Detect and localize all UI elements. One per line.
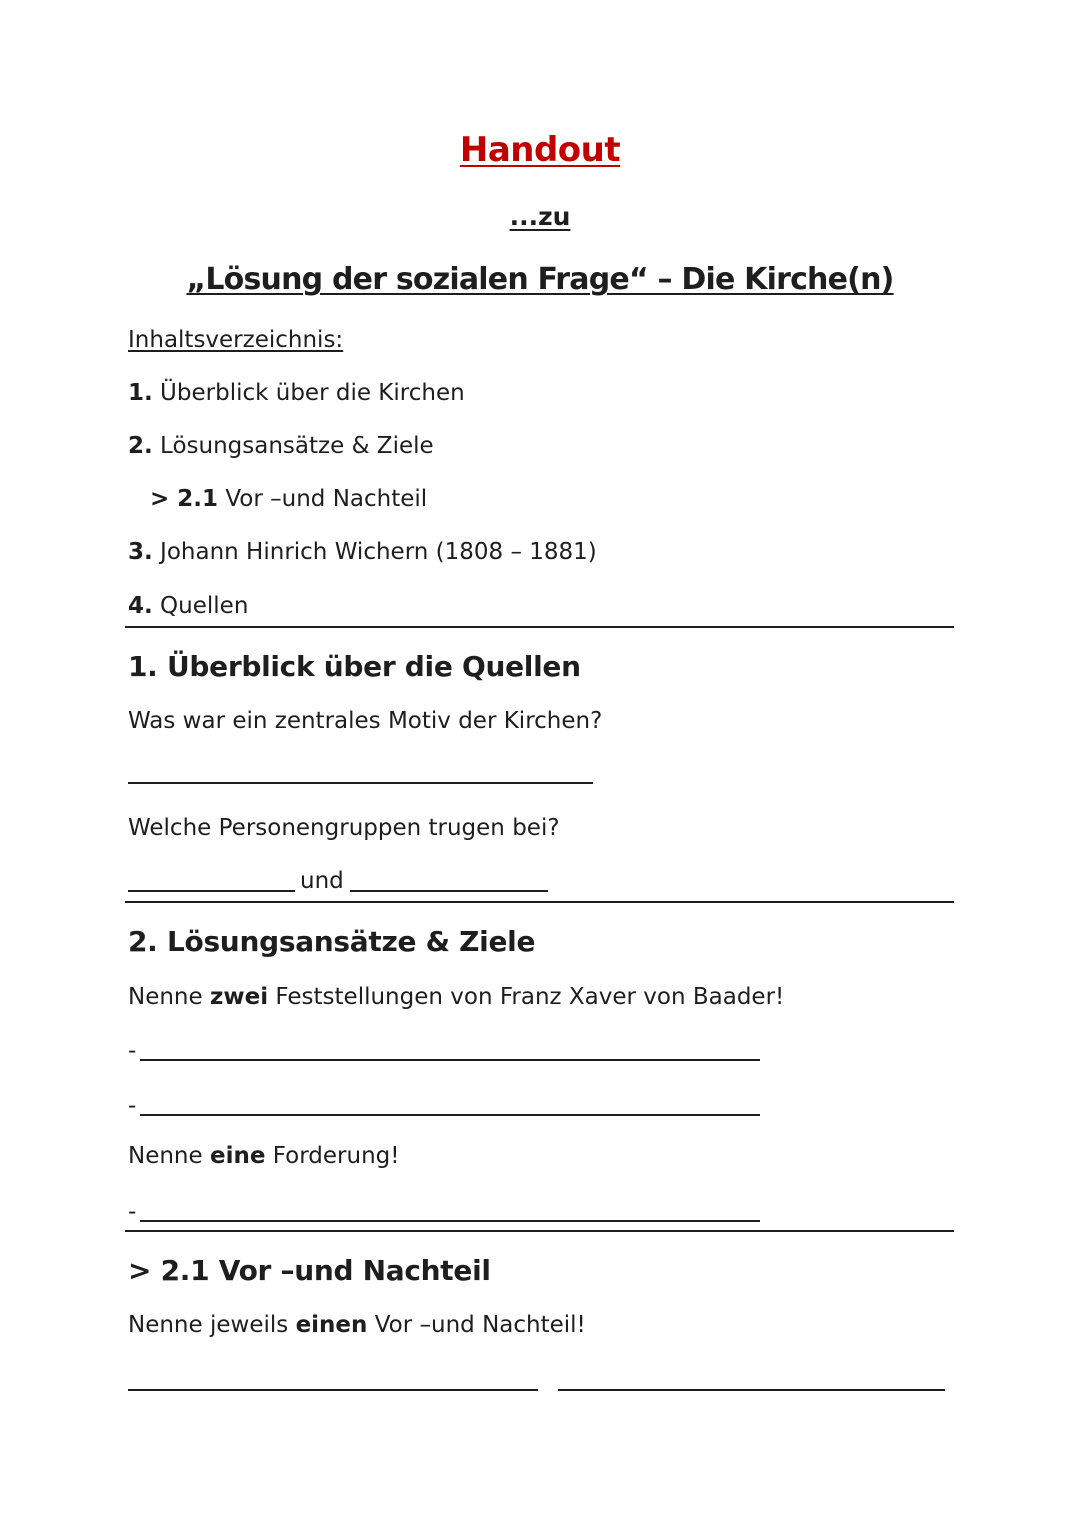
question-emphasis: eine: [209, 1143, 266, 1169]
section-divider: [125, 626, 954, 628]
title-connector: ...zu: [509, 202, 571, 231]
bullet-dash: -: [128, 1038, 137, 1064]
question-emphasis: einen: [295, 1312, 368, 1338]
bullet-dash: -: [128, 1093, 137, 1119]
toc-item-label: Lösungsansätze & Ziele: [152, 433, 434, 459]
answer-line[interactable]: [350, 890, 548, 892]
toc-item-2-1: [150, 486, 427, 512]
section-divider: [125, 1230, 954, 1232]
page-subtitle: „Lösung der sozialen Frage“ – Die Kirche(n): [186, 262, 894, 297]
toc-item-4: [128, 593, 248, 619]
section-1-question-1: Was war ein zentrales Motiv der Kirchen?: [128, 708, 603, 734]
toc-heading: Inhaltsverzeichnis:: [128, 327, 344, 353]
toc-item-label: Johann Hinrich Wichern (1808 – 1881): [152, 539, 597, 565]
question-text: Nenne: [128, 1143, 210, 1169]
answer-line[interactable]: [140, 1059, 760, 1061]
section-divider: [125, 901, 954, 903]
question-emphasis: zwei: [209, 984, 269, 1010]
answer-line[interactable]: [128, 782, 593, 784]
question-text: Nenne: [128, 984, 210, 1010]
question-text: Vor –und Nachteil!: [367, 1312, 586, 1338]
toc-item-2: [128, 433, 434, 459]
toc-item-number: 3.: [128, 539, 153, 565]
toc-item-number: 4.: [128, 593, 153, 619]
toc-item-1: [128, 380, 465, 406]
answer-line[interactable]: [140, 1220, 760, 1222]
answer-line-advantage[interactable]: [128, 1389, 538, 1391]
section-2-question-1: [128, 984, 784, 1010]
toc-item-label: Vor –und Nachteil: [218, 486, 428, 512]
page-title: Handout: [459, 130, 621, 170]
answer-line[interactable]: [128, 890, 295, 892]
section-2-question-2: [128, 1143, 399, 1169]
toc-item-number: > 2.1: [150, 486, 219, 512]
toc-item-label: Quellen: [152, 593, 249, 619]
question-text: Nenne jeweils: [128, 1312, 296, 1338]
answer-line-disadvantage[interactable]: [558, 1389, 945, 1391]
toc-item-label: Überblick über die Kirchen: [152, 380, 465, 406]
section-2-heading: 2. Lösungsansätze & Ziele: [128, 925, 536, 958]
bullet-dash: -: [128, 1199, 137, 1225]
question-text: Forderung!: [265, 1143, 400, 1169]
toc-item-number: 1.: [128, 380, 153, 406]
section-2-1-question: [128, 1312, 586, 1338]
section-1-heading: 1. Überblick über die Quellen: [128, 650, 581, 683]
toc-item-3: [128, 539, 597, 565]
question-text: Feststellungen von Franz Xaver von Baader!: [268, 984, 785, 1010]
section-2-1-heading: > 2.1 Vor –und Nachteil: [128, 1254, 491, 1287]
section-1-question-2: Welche Personengruppen trugen bei?: [128, 815, 560, 841]
toc-item-number: 2.: [128, 433, 153, 459]
und-label: und: [300, 868, 344, 894]
answer-line[interactable]: [140, 1114, 760, 1116]
